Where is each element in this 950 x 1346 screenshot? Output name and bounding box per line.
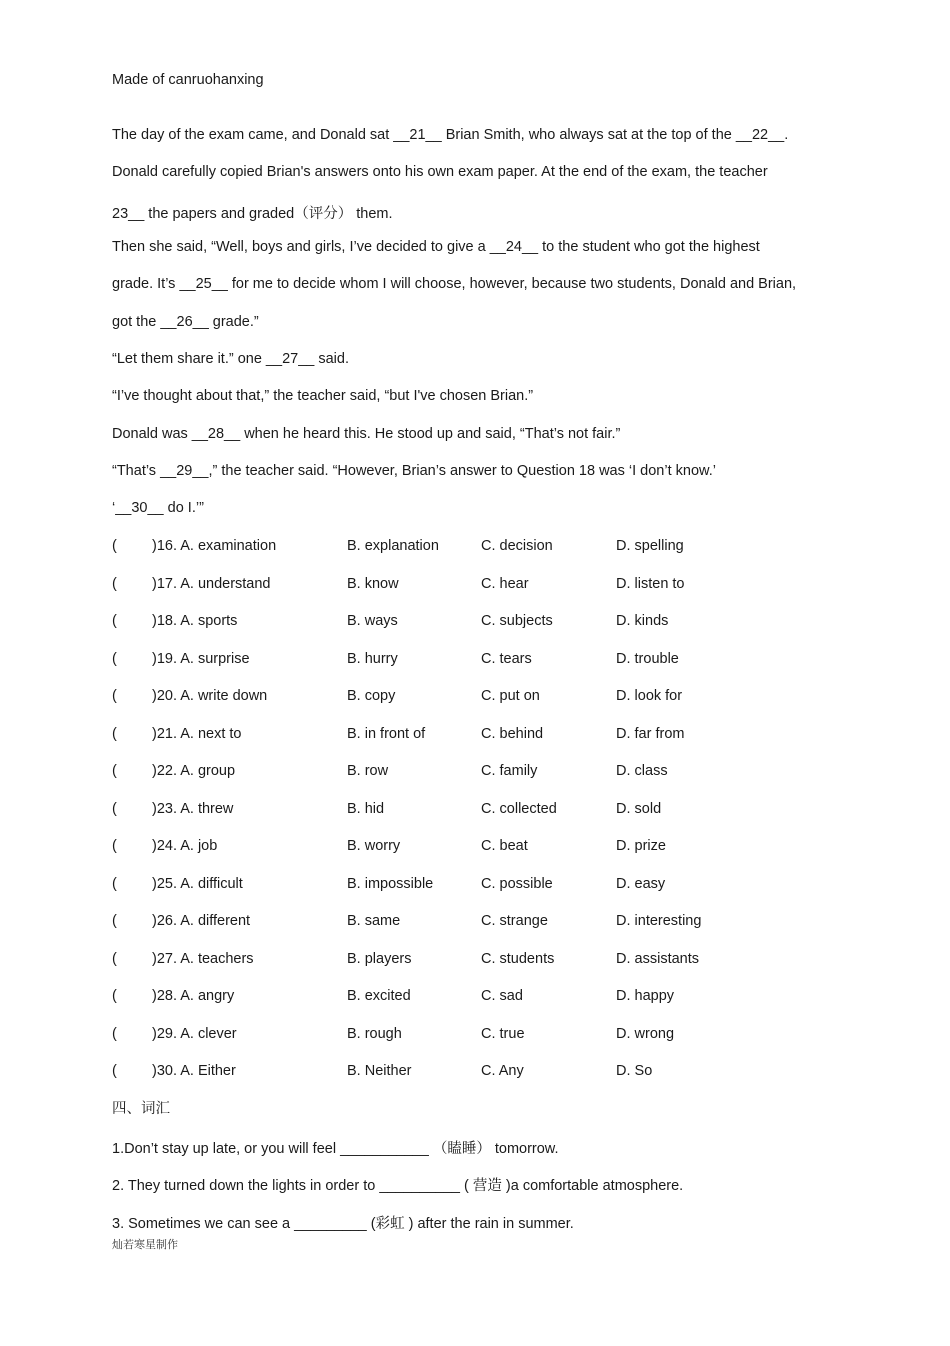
option-b: B. worry	[347, 838, 401, 854]
option-d: D. interesting	[616, 913, 702, 929]
question-row	[112, 1026, 832, 1046]
option-c: C. Any	[481, 1063, 524, 1079]
passage-line: 23__ the papers and graded（评分） them.	[112, 206, 393, 222]
question-row	[112, 838, 832, 858]
passage-line: “That’s __29__,” the teacher said. “However, Brian’s answer to Question 18 was ‘I don’t know.’	[112, 463, 716, 479]
passage-line: grade. It’s __25__ for me to decide whom I will choose, however, because two students, Donald and Brian,	[112, 276, 797, 292]
option-a: )25. A. difficult	[152, 875, 243, 892]
option-d: D. look for	[616, 688, 683, 704]
option-a: )18. A. sports	[152, 613, 238, 629]
option-a: )19. A. surprise	[152, 650, 250, 667]
answer-paren: (	[112, 913, 117, 929]
option-c: C. behind	[481, 725, 544, 742]
answer-paren: (	[112, 1063, 117, 1079]
option-a: )28. A. angry	[152, 988, 235, 1004]
option-a: )30. A. Either	[152, 1063, 236, 1079]
question-row	[112, 913, 832, 933]
option-b: B. impossible	[347, 875, 434, 892]
vocab-item: 3. Sometimes we can see a _________ (彩虹 ) after the rain in summer.	[112, 1216, 574, 1232]
option-c: C. sad	[481, 988, 523, 1004]
option-c: C. students	[481, 950, 555, 967]
option-c: C. true	[481, 1025, 525, 1042]
option-a: )24. A. job	[152, 838, 218, 854]
option-b: B. copy	[347, 688, 396, 704]
option-d: D. kinds	[616, 613, 669, 629]
answer-paren: (	[112, 538, 117, 554]
option-d: D. sold	[616, 800, 662, 817]
option-c: C. collected	[481, 800, 557, 817]
option-d: D. happy	[616, 988, 675, 1004]
question-row	[112, 688, 832, 708]
option-b: B. excited	[347, 988, 411, 1004]
option-c: C. strange	[481, 913, 548, 929]
question-row	[112, 763, 832, 783]
option-b: B. same	[347, 913, 401, 929]
page-header: Made of canruohanxing	[112, 72, 264, 88]
question-row	[112, 613, 832, 633]
passage-line: Donald carefully copied Brian's answers onto his own exam paper. At the end of the exam, the teacher	[112, 164, 768, 180]
passage-line: ‘__30__ do I.’”	[112, 500, 204, 516]
option-c: C. family	[481, 763, 538, 779]
option-a: )16. A. examination	[152, 538, 277, 554]
option-c: C. tears	[481, 650, 532, 667]
answer-paren: (	[112, 575, 117, 592]
option-a: )21. A. next to	[152, 725, 242, 742]
option-d: D. assistants	[616, 950, 699, 967]
passage-line: Donald was __28__ when he heard this. He stood up and said, “That’s not fair.”	[112, 426, 621, 442]
option-a: )22. A. group	[152, 763, 236, 779]
question-row	[112, 538, 832, 558]
option-d: D. listen to	[616, 575, 685, 592]
answer-paren: (	[112, 950, 117, 967]
question-row	[112, 951, 832, 971]
option-b: B. rough	[347, 1025, 402, 1042]
answer-paren: (	[112, 650, 117, 667]
option-b: B. players	[347, 950, 412, 967]
question-row	[112, 576, 832, 596]
answer-paren: (	[112, 763, 117, 779]
option-b: B. in front of	[347, 725, 426, 742]
option-b: B. row	[347, 763, 389, 779]
option-a: )17. A. understand	[152, 575, 271, 592]
answer-paren: (	[112, 875, 117, 892]
answer-paren: (	[112, 800, 117, 817]
answer-paren: (	[112, 613, 117, 629]
question-row	[112, 651, 832, 671]
option-a: )29. A. clever	[152, 1025, 237, 1042]
option-b: B. hid	[347, 800, 385, 817]
option-d: D. class	[616, 763, 668, 779]
question-row	[112, 876, 832, 896]
option-a: )26. A. different	[152, 913, 251, 929]
question-row	[112, 988, 832, 1008]
option-a: )20. A. write down	[152, 688, 268, 704]
option-d: D. wrong	[616, 1025, 675, 1042]
passage-line: The day of the exam came, and Donald sat __21__ Brian Smith, who always sat at the top of the __22__.	[112, 127, 789, 143]
option-d: D. So	[616, 1063, 653, 1079]
vocab-item: 2. They turned down the lights in order to __________ ( 营造 )a comfortable atmosphere.	[112, 1178, 684, 1194]
option-a: )27. A. teachers	[152, 950, 254, 967]
answer-paren: (	[112, 725, 117, 742]
section-title: 四、词汇	[112, 1101, 170, 1117]
answer-paren: (	[112, 1025, 117, 1042]
option-b: B. hurry	[347, 650, 398, 667]
question-row	[112, 801, 832, 821]
passage-line: got the __26__ grade.”	[112, 314, 259, 330]
page-footer: 灿若寒星制作	[112, 1239, 178, 1251]
option-c: C. subjects	[481, 613, 553, 629]
answer-paren: (	[112, 688, 117, 704]
option-b: B. know	[347, 575, 399, 592]
option-c: C. decision	[481, 538, 553, 554]
option-d: D. spelling	[616, 538, 684, 554]
option-c: C. hear	[481, 575, 529, 592]
question-row	[112, 1063, 832, 1083]
answer-paren: (	[112, 838, 117, 854]
option-a: )23. A. threw	[152, 800, 234, 817]
option-d: D. easy	[616, 875, 666, 892]
option-d: D. far from	[616, 725, 685, 742]
option-c: C. beat	[481, 838, 528, 854]
passage-line: Then she said, “Well, boys and girls, I’ve decided to give a __24__ to the student who got the highest	[112, 239, 760, 255]
option-d: D. trouble	[616, 650, 679, 667]
option-b: B. Neither	[347, 1063, 412, 1079]
passage-line: “Let them share it.” one __27__ said.	[112, 351, 349, 367]
question-row	[112, 726, 832, 746]
vocab-item: 1.Don’t stay up late, or you will feel ___________ （瞌睡） tomorrow.	[112, 1141, 559, 1157]
option-c: C. possible	[481, 875, 553, 892]
passage-line: “I’ve thought about that,” the teacher said, “but I've chosen Brian.”	[112, 388, 534, 404]
option-c: C. put on	[481, 688, 540, 704]
option-d: D. prize	[616, 838, 666, 854]
answer-paren: (	[112, 988, 117, 1004]
option-b: B. ways	[347, 613, 398, 629]
option-b: B. explanation	[347, 538, 439, 554]
